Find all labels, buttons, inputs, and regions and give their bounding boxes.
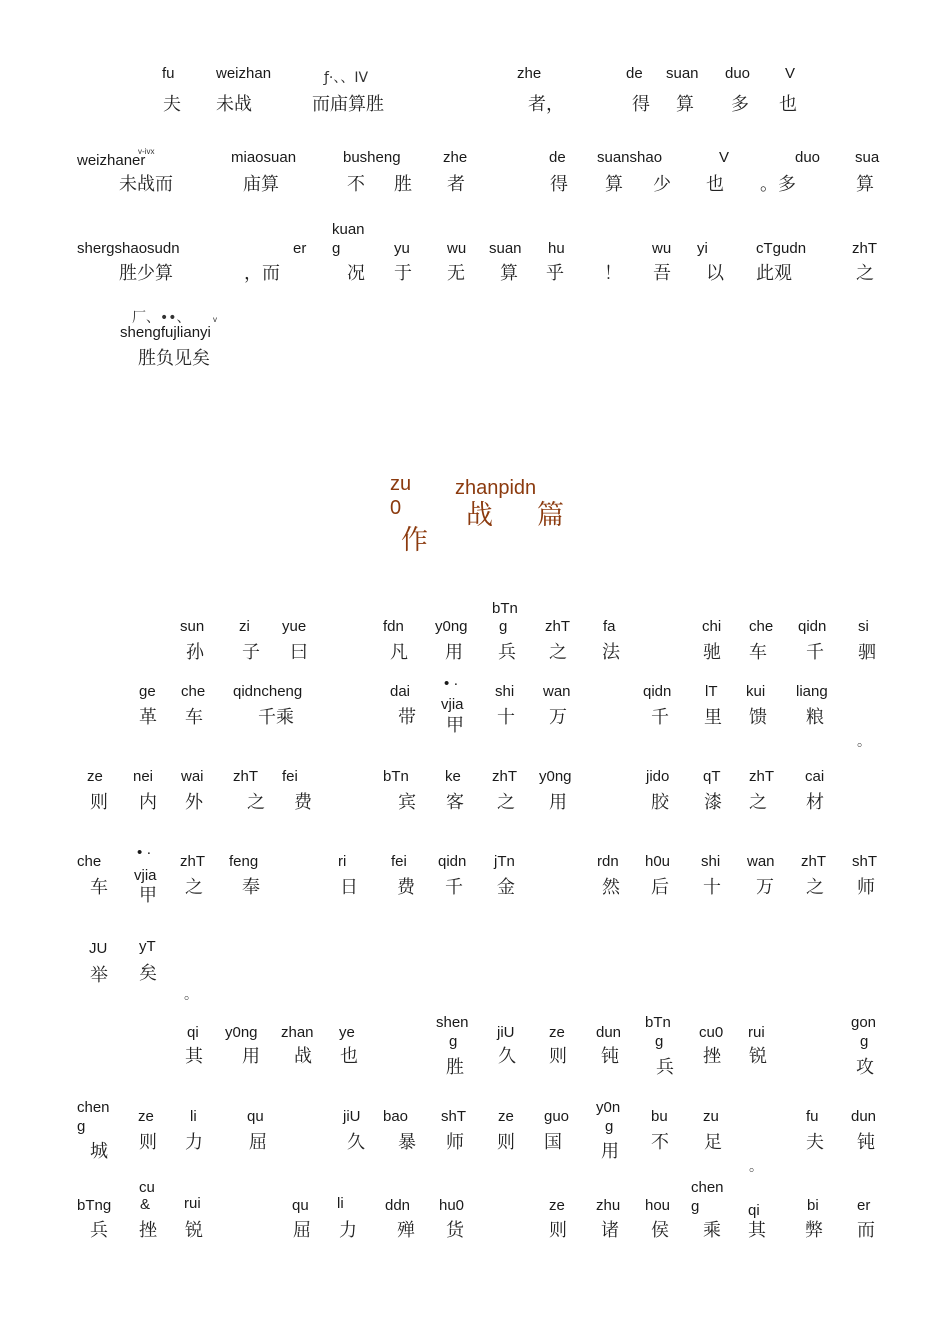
pinyin-label: chen xyxy=(691,1179,724,1196)
hanzi-char: 千 xyxy=(445,877,463,898)
pinyin-label: zhT xyxy=(492,768,518,785)
pinyin-label: ye xyxy=(339,1024,355,1041)
mark-glyph: ƒ·、、IV xyxy=(324,70,369,86)
pinyin-label: qT xyxy=(703,768,721,785)
hanzi-char: 外 xyxy=(185,792,203,813)
hanzi-char: 挫 xyxy=(139,1220,157,1241)
hanzi-char: 算 xyxy=(500,263,518,284)
hanzi-char: 用 xyxy=(242,1046,260,1067)
hanzi-char: 兵 xyxy=(656,1057,674,1078)
hanzi-char: 其 xyxy=(748,1220,766,1241)
hanzi-char: 算 xyxy=(676,94,694,115)
hanzi-char: 宾 xyxy=(398,792,416,813)
hanzi-char: 于 xyxy=(394,263,412,284)
hanzi-char: 奉 xyxy=(242,877,260,898)
hanzi-char: 况 xyxy=(347,263,365,284)
pinyin-label: fei xyxy=(282,768,298,785)
pinyin-label: shen xyxy=(436,1014,469,1031)
pinyin-label: guo xyxy=(544,1108,570,1125)
hanzi-char: 费 xyxy=(294,792,312,813)
pinyin-label: cTgudn xyxy=(756,240,807,257)
pinyin-label: zhT xyxy=(545,618,571,635)
pinyin-label: dai xyxy=(390,683,411,700)
pinyin-label: ze xyxy=(549,1197,565,1214)
hanzi-char: 暴 xyxy=(398,1132,416,1153)
pinyin-label: fdn xyxy=(383,618,404,635)
pinyin-label: sua xyxy=(855,149,880,166)
pinyin-label: qidn xyxy=(438,853,467,870)
pinyin-label: ddn xyxy=(385,1197,411,1214)
pinyin-label: g xyxy=(499,618,508,635)
pinyin-label: che xyxy=(181,683,206,700)
pinyin-label: wan xyxy=(747,853,775,870)
hanzi-char: 久 xyxy=(347,1132,365,1153)
hanzi-char: 诸 xyxy=(601,1220,619,1241)
hanzi-char: 乎 xyxy=(546,263,564,284)
pinyin-label: wu xyxy=(652,240,672,257)
hanzi-char: 用 xyxy=(601,1141,619,1162)
pinyin-label: chen xyxy=(77,1099,110,1116)
hanzi-char: 材 xyxy=(806,792,824,813)
hanzi-char: 锐 xyxy=(185,1220,203,1241)
pinyin-label: bTn xyxy=(645,1014,671,1031)
hanzi-char: 法 xyxy=(602,642,620,663)
pinyin-label: y0ng xyxy=(435,618,468,635)
pinyin-label: qidn xyxy=(798,618,827,635)
pinyin-label: fa xyxy=(603,618,616,635)
mark-glyph: 。 xyxy=(184,987,198,1003)
pinyin-label: cai xyxy=(805,768,825,785)
pinyin-label: hu xyxy=(548,240,565,257)
hanzi-char: ，而 xyxy=(244,263,280,284)
hanzi-char: ！ xyxy=(604,263,622,284)
hanzi-char: 篇 xyxy=(537,500,564,531)
hanzi-char: 胜少算 xyxy=(119,263,173,284)
pinyin-label: yi xyxy=(697,240,708,257)
hanzi-char: 千 xyxy=(806,642,824,663)
hanzi-char: 后 xyxy=(651,877,669,898)
pinyin-label: qidn xyxy=(643,683,672,700)
pinyin-label: h0u xyxy=(645,853,671,870)
pinyin-label: sun xyxy=(180,618,205,635)
pinyin-label: • · xyxy=(444,675,459,692)
hanzi-char: 举 xyxy=(90,965,108,986)
hanzi-char: 孙 xyxy=(186,642,204,663)
pinyin-label: busheng xyxy=(343,149,401,166)
hanzi-char: 无 xyxy=(447,263,465,284)
pinyin-label: shengfujlianyi xyxy=(120,324,211,341)
hanzi-char: 攻 xyxy=(856,1057,874,1078)
pinyin-label: chi xyxy=(702,618,722,635)
pinyin-label: zhan xyxy=(281,1024,314,1041)
hanzi-char: 用 xyxy=(445,642,463,663)
hanzi-char: 万 xyxy=(549,707,567,728)
pinyin-label: • · xyxy=(137,844,152,861)
pinyin-label: ri xyxy=(338,853,347,870)
pinyin-label: zhT xyxy=(180,853,206,870)
pinyin-label: ze xyxy=(138,1108,154,1125)
pinyin-label: g xyxy=(860,1033,869,1050)
hanzi-char: 者 xyxy=(447,174,465,195)
pinyin-label: V xyxy=(785,65,796,82)
pinyin-label: ze xyxy=(87,768,103,785)
hanzi-char: 之 xyxy=(856,263,874,284)
pinyin-label: qu xyxy=(292,1197,309,1214)
hanzi-char: 未战 xyxy=(216,94,252,115)
hanzi-char: 算 xyxy=(605,174,623,195)
hanzi-char: 费 xyxy=(397,877,415,898)
pinyin-label: JU xyxy=(89,940,108,957)
hanzi-char: 力 xyxy=(339,1220,357,1241)
pinyin-label: zhe xyxy=(443,149,468,166)
hanzi-char: 战 xyxy=(466,500,493,531)
hanzi-char: 屈 xyxy=(293,1220,311,1241)
pinyin-label: qidncheng xyxy=(233,683,303,700)
pinyin-label: zhanpidn xyxy=(455,477,537,499)
pinyin-label: rui xyxy=(748,1024,765,1041)
pinyin-label: jiU xyxy=(497,1024,515,1041)
pinyin-label: lT xyxy=(705,683,718,700)
hanzi-char: 金 xyxy=(497,877,515,898)
hanzi-char: 带 xyxy=(398,707,416,728)
pinyin-label: che xyxy=(77,853,102,870)
mark-glyph: 厂、••、 xyxy=(132,310,191,326)
hanzi-char: 不 xyxy=(347,174,365,195)
pinyin-label: zhT xyxy=(852,240,878,257)
mark-glyph: v-ivx xyxy=(138,147,155,156)
hanzi-char: 曰 xyxy=(290,642,308,663)
pinyin-label: dun xyxy=(851,1108,877,1125)
hanzi-char: 日 xyxy=(340,877,358,898)
hanzi-char: 则 xyxy=(90,792,108,813)
hanzi-char: 矣 xyxy=(139,963,157,984)
hanzi-char: 挫 xyxy=(703,1046,721,1067)
hanzi-char: 则 xyxy=(549,1046,567,1067)
pinyin-label: zhe xyxy=(517,65,542,82)
hanzi-char: 客 xyxy=(446,792,464,813)
pinyin-label: g xyxy=(605,1118,614,1135)
pinyin-label: g xyxy=(77,1118,86,1135)
hanzi-char: 十 xyxy=(703,877,721,898)
pinyin-label: & xyxy=(140,1196,151,1213)
pinyin-label: zi xyxy=(239,618,250,635)
hanzi-char: 胜 xyxy=(446,1057,464,1078)
pinyin-label: g xyxy=(449,1033,458,1050)
pinyin-label: shT xyxy=(852,853,878,870)
pinyin-label: qu xyxy=(247,1108,264,1125)
hanzi-char: 师 xyxy=(446,1132,464,1153)
hanzi-char: 殚 xyxy=(397,1220,415,1241)
mark-glyph: 。 xyxy=(857,734,871,750)
hanzi-char: 然 xyxy=(602,877,620,898)
pinyin-label: vjia xyxy=(134,867,157,884)
pinyin-label: shi xyxy=(701,853,721,870)
hanzi-char: 之 xyxy=(549,642,567,663)
hanzi-char: 则 xyxy=(549,1220,567,1241)
hanzi-char: 得 xyxy=(632,94,650,115)
pinyin-label: de xyxy=(626,65,643,82)
pinyin-label: zu xyxy=(390,473,412,495)
pinyin-label: suan xyxy=(489,240,522,257)
hanzi-char: 凡 xyxy=(390,642,408,663)
hanzi-char: 战 xyxy=(294,1046,312,1067)
hanzi-char: 作 xyxy=(401,525,428,556)
hanzi-char: 得 xyxy=(550,174,568,195)
pinyin-label: zhT xyxy=(801,853,827,870)
hanzi-char: 胶 xyxy=(651,792,669,813)
pinyin-label: g xyxy=(655,1033,664,1050)
pinyin-label: zhu xyxy=(596,1197,621,1214)
hanzi-char: 久 xyxy=(498,1046,516,1067)
pinyin-label: yue xyxy=(282,618,307,635)
pinyin-label: duo xyxy=(795,149,821,166)
hanzi-char: 也 xyxy=(706,174,724,195)
pinyin-label: zhT xyxy=(749,768,775,785)
hanzi-char: 之 xyxy=(497,792,515,813)
pinyin-label: li xyxy=(337,1195,344,1212)
pinyin-label: bTn xyxy=(492,600,518,617)
pinyin-label: qi xyxy=(187,1024,199,1041)
pinyin-label: yT xyxy=(139,938,156,955)
pinyin-label: y0ng xyxy=(539,768,572,785)
pinyin-label: bTng xyxy=(77,1197,112,1214)
pinyin-label: g xyxy=(691,1198,700,1215)
pinyin-label: er xyxy=(857,1197,871,1214)
hanzi-char: 之 xyxy=(806,877,824,898)
pinyin-label: 0 xyxy=(390,497,402,519)
hanzi-char: 子 xyxy=(242,642,260,663)
hanzi-char: 之 xyxy=(749,792,767,813)
hanzi-char: 千乘 xyxy=(258,707,294,728)
pinyin-label: rui xyxy=(184,1195,201,1212)
hanzi-char: 钝 xyxy=(857,1132,875,1153)
hanzi-char: 其 xyxy=(185,1046,203,1067)
pinyin-label: hu0 xyxy=(439,1197,465,1214)
pinyin-label: fu xyxy=(806,1108,819,1125)
pinyin-label: wu xyxy=(447,240,467,257)
pinyin-label: dun xyxy=(596,1024,622,1041)
hanzi-char: 漆 xyxy=(704,792,722,813)
pinyin-label: shergshaosudn xyxy=(77,240,180,257)
pinyin-label: bi xyxy=(807,1197,819,1214)
pinyin-label: nei xyxy=(133,768,154,785)
hanzi-char: 少 xyxy=(653,174,671,195)
pinyin-label: fei xyxy=(391,853,407,870)
hanzi-char: 货 xyxy=(446,1220,464,1241)
hanzi-char: 胜 xyxy=(394,174,412,195)
hanzi-char: 乘 xyxy=(703,1220,721,1241)
pinyin-label: vjia xyxy=(441,696,464,713)
pinyin-label: hou xyxy=(645,1197,671,1214)
pinyin-label: g xyxy=(332,240,341,257)
hanzi-char: 则 xyxy=(497,1132,515,1153)
hanzi-char: 以 xyxy=(706,263,724,284)
hanzi-char: 十 xyxy=(497,707,515,728)
hanzi-char: 未战而 xyxy=(119,174,173,195)
pinyin-label: V xyxy=(719,149,730,166)
pinyin-label: li xyxy=(190,1108,197,1125)
pinyin-label: shT xyxy=(441,1108,467,1125)
pinyin-label: wan xyxy=(543,683,571,700)
pinyin-label: duo xyxy=(725,65,751,82)
hanzi-char: 里 xyxy=(704,707,722,728)
hanzi-char: 锐 xyxy=(749,1046,767,1067)
hanzi-char: 而庙算胜 xyxy=(312,94,384,115)
hanzi-char: 侯 xyxy=(651,1220,669,1241)
pinyin-label: fu xyxy=(162,65,175,82)
hanzi-char: 之 xyxy=(185,877,203,898)
hanzi-char: 驰 xyxy=(703,642,721,663)
pinyin-label: de xyxy=(549,149,566,166)
hanzi-char: 也 xyxy=(340,1046,358,1067)
pinyin-label: gon xyxy=(851,1014,877,1031)
hanzi-char: 革 xyxy=(139,707,157,728)
pinyin-label: liang xyxy=(796,683,828,700)
pinyin-label: weizhaner xyxy=(77,152,146,169)
pinyin-label: si xyxy=(858,618,869,635)
pinyin-label: ze xyxy=(498,1108,514,1125)
pinyin-label: zhT xyxy=(233,768,259,785)
hanzi-char: 则 xyxy=(139,1132,157,1153)
hanzi-char: 胜负见矣 xyxy=(138,348,210,369)
hanzi-char: 之 xyxy=(247,792,265,813)
hanzi-char: 内 xyxy=(139,792,157,813)
hanzi-char: 兵 xyxy=(498,642,516,663)
hanzi-char: 用 xyxy=(549,792,567,813)
pinyin-label: y0n xyxy=(596,1099,621,1116)
hanzi-char: 城 xyxy=(90,1141,108,1162)
pinyin-label: yu xyxy=(394,240,410,257)
hanzi-char: 馈 xyxy=(749,707,767,728)
hanzi-char: 夫 xyxy=(163,94,181,115)
hanzi-char: 也 xyxy=(779,94,797,115)
pinyin-label: y0ng xyxy=(225,1024,258,1041)
hanzi-char: 力 xyxy=(185,1132,203,1153)
pinyin-label: rdn xyxy=(597,853,619,870)
pinyin-label: suan xyxy=(666,65,699,82)
hanzi-char: 车 xyxy=(185,707,203,728)
pinyin-label: jiU xyxy=(343,1108,361,1125)
hanzi-char: 甲 xyxy=(446,715,464,736)
pinyin-label: jTn xyxy=(494,853,515,870)
hanzi-char: 庙算 xyxy=(243,174,279,195)
hanzi-char: 不 xyxy=(651,1132,669,1153)
pinyin-label: feng xyxy=(229,853,259,870)
hanzi-char: 粮 xyxy=(806,707,824,728)
pinyin-label: cu0 xyxy=(699,1024,724,1041)
hanzi-char: 弊 xyxy=(805,1220,823,1241)
hanzi-char: 夫 xyxy=(806,1132,824,1153)
hanzi-char: 车 xyxy=(749,642,767,663)
hanzi-char: 驷 xyxy=(858,642,876,663)
hanzi-char: 万 xyxy=(756,877,774,898)
pinyin-label: che xyxy=(749,618,774,635)
hanzi-char: 吾 xyxy=(653,263,671,284)
pinyin-label: wai xyxy=(181,768,204,785)
hanzi-char: 多 xyxy=(731,94,749,115)
pinyin-label: kui xyxy=(746,683,766,700)
hanzi-char: 钝 xyxy=(601,1046,619,1067)
pinyin-label: kuan xyxy=(332,221,365,238)
hanzi-char: 屈 xyxy=(249,1132,267,1153)
hanzi-char: 兵 xyxy=(90,1220,108,1241)
mark-glyph: 。 xyxy=(749,1159,763,1175)
pinyin-label: miaosuan xyxy=(231,149,297,166)
hanzi-char: 足 xyxy=(704,1132,722,1153)
pinyin-label: qi xyxy=(748,1202,760,1219)
pinyin-label: zu xyxy=(703,1108,719,1125)
pinyin-label: ke xyxy=(445,768,461,785)
pinyin-label: suanshao xyxy=(597,149,663,166)
pinyin-label: ze xyxy=(549,1024,565,1041)
hanzi-char: 甲 xyxy=(139,885,157,906)
pinyin-label: ge xyxy=(139,683,156,700)
pinyin-label: weizhan xyxy=(216,65,272,82)
hanzi-char: 千 xyxy=(651,707,669,728)
pinyin-label: cu xyxy=(139,1179,155,1196)
hanzi-char: 国 xyxy=(544,1132,562,1153)
pinyin-label: bTn xyxy=(383,768,409,785)
pinyin-label: er xyxy=(293,240,307,257)
hanzi-char: 车 xyxy=(90,877,108,898)
hanzi-char: 者， xyxy=(528,94,564,115)
hanzi-char: 算 xyxy=(856,174,874,195)
hanzi-char: 师 xyxy=(857,877,875,898)
pinyin-label: shi xyxy=(495,683,515,700)
hanzi-char: 此观 xyxy=(756,263,792,284)
hanzi-char: 。多 xyxy=(760,174,796,195)
pinyin-label: bu xyxy=(651,1108,668,1125)
mark-glyph: v xyxy=(213,315,217,324)
pinyin-label: bao xyxy=(383,1108,409,1125)
pinyin-label: jido xyxy=(646,768,670,785)
hanzi-char: 而 xyxy=(857,1220,875,1241)
